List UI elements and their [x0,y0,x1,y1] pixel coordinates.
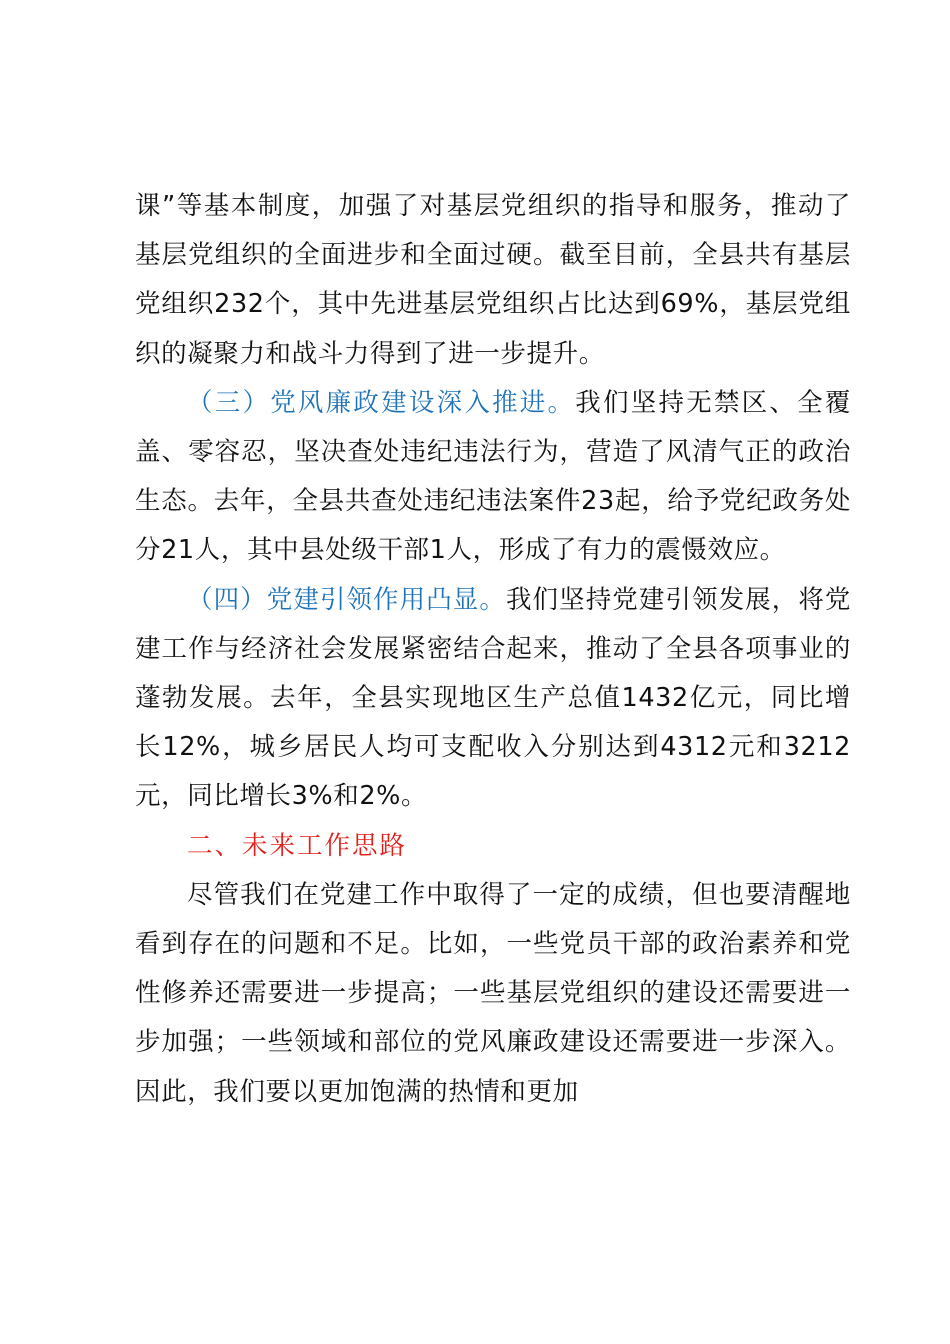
section-heading-future-work: 二、未来工作思路 [187,830,408,861]
subheading-party-leadership: （四）党建引领作用凸显。 [187,584,506,615]
paragraph-text: 我们坚持党建引领发展，将党建工作与经济社会发展紧密结合起来，推动了全县各项事业的蓬勃发展。去年，全县实现地区生产总值1432亿元，同比增长12%，城乡居民人均可支配收入分别达到4312元和3212元，同比增长3%和2%。 [135,584,851,812]
paragraph-party-leadership [135,576,851,822]
paragraph-anti-corruption [135,379,851,576]
paragraph-org-building [135,182,851,379]
paragraph-text: 我们坚持无禁区、全覆盖、零容忍，坚决查处违纪违法行为，营造了风清气正的政治生态。去年，全县共查处违纪违法案件23起，给予党纪政务处分21人，其中县处级干部1人，形成了有力的震慑效应。 [135,387,851,566]
paragraph-problems [135,871,851,1117]
subheading-anti-corruption: （三）党风廉政建设深入推进。 [187,387,576,418]
paragraph-text: 课”等基本制度，加强了对基层党组织的指导和服务，推动了基层党组织的全面进步和全面过硬。截至目前，全县共有基层党组织232个，其中先进基层党组织占比达到69%，基层党组织的凝聚力和战斗力得到了进一步提升。 [135,191,851,369]
paragraph-text: 尽管我们在党建工作中取得了一定的成绩，但也要清醒地看到存在的问题和不足。比如，一些党员干部的政治素养和党性修养还需要进一步提高；一些基层党组织的建设还需要进一步加强；一些领域和部位的党风廉政建设还需要进一步深入。因此，我们要以更加饱满的热情和更加 [135,879,851,1107]
document-page [135,182,851,1117]
